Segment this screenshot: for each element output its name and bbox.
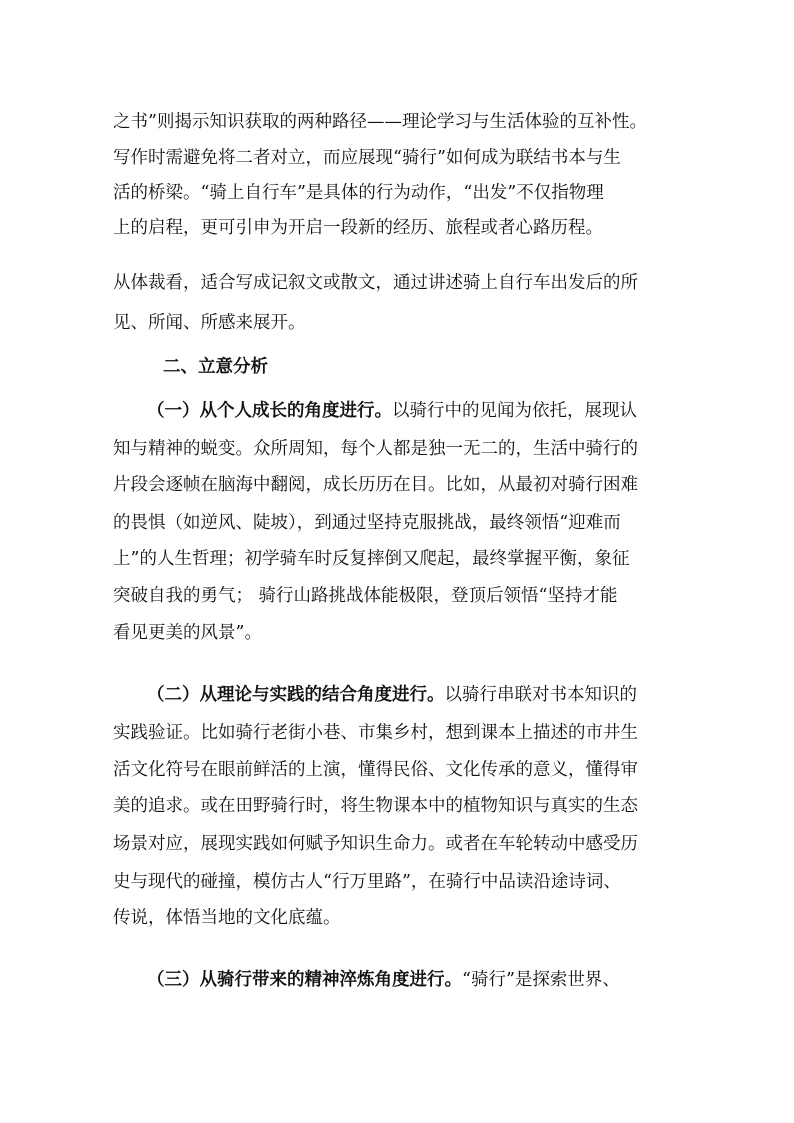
point2-first-line	[147, 680, 637, 710]
body-text-line: 实践验证。比如骑行老街小巷、市集乡村，想到课本上描述的市井生	[113, 723, 638, 743]
body-text-line: 美的追求。或在田野骑行时，将生物课本中的植物知识与真实的生态	[113, 796, 638, 816]
body-text-line: 活文化符号在眼前鲜活的上演，懂得民俗、文化传承的意义，懂得审	[113, 760, 638, 780]
body-text-line: 上的启程，更可引申为开启一段新的经历、旅程或者心路历程。	[113, 218, 603, 238]
body-text-line: 片段会逐帧在脑海中翻阅，成长历历在目。比如，从最初对骑行困难	[113, 475, 638, 495]
body-text-line: 突破自我的勇气； 骑行山路挑战体能极限，登顶后领悟“坚持才能	[113, 586, 618, 606]
point1-first-text: 以骑行中的见闻为依托，展现认	[392, 401, 637, 421]
body-text-line: 看见更美的风景”。	[113, 623, 262, 643]
point1-title: （一）从个人成长的角度进行。	[147, 401, 392, 421]
body-text-line: 之书”则揭示知识获取的两种路径——理论学习与生活体验的互补性。	[113, 112, 647, 132]
body-text-line: 场景对应，展现实践如何赋予知识生命力。或者在车轮转动中感受历	[113, 834, 638, 854]
point3-first-line	[147, 965, 620, 995]
body-text-line: 的畏惧（如逆风、陡坡），到通过坚持克服挑战，最终领悟“迎难而	[113, 513, 621, 533]
section-heading: 二、立意分析	[163, 357, 268, 377]
body-text-line: 上”的人生哲理；初学骑车时反复摔倒又爬起，最终掌握平衡，象征	[113, 549, 630, 569]
body-text-line: 写作时需避免将二者对立，而应展现“骑行”如何成为联结书本与生	[113, 148, 621, 168]
point2-title: （二）从理论与实践的结合角度进行。	[147, 685, 445, 705]
body-text-line: 从体裁看，适合写成记叙文或散文，通过讲述骑上自行车出发后的所	[113, 273, 638, 293]
body-text-line: 活的桥梁。“骑上自行车”是具体的行为动作，“出发”不仅指物理	[113, 183, 604, 203]
point3-first-text: “骑行”是探索世界、	[462, 970, 620, 990]
body-text-line: 见、所闻、所感来展开。	[113, 313, 306, 333]
point1-first-line	[147, 396, 637, 426]
body-text-line: 史与现代的碰撞，模仿古人“行万里路”，在骑行中品读沿途诗词、	[113, 872, 621, 892]
body-text-line: 知与精神的蜕变。众所周知，每个人都是独一无二的，生活中骑行的	[113, 439, 638, 459]
point3-title: （三）从骑行带来的精神淬炼角度进行。	[147, 970, 462, 990]
body-text-line: 传说，体悟当地的文化底蕴。	[113, 908, 341, 928]
point2-first-text: 以骑行串联对书本知识的	[444, 685, 637, 705]
